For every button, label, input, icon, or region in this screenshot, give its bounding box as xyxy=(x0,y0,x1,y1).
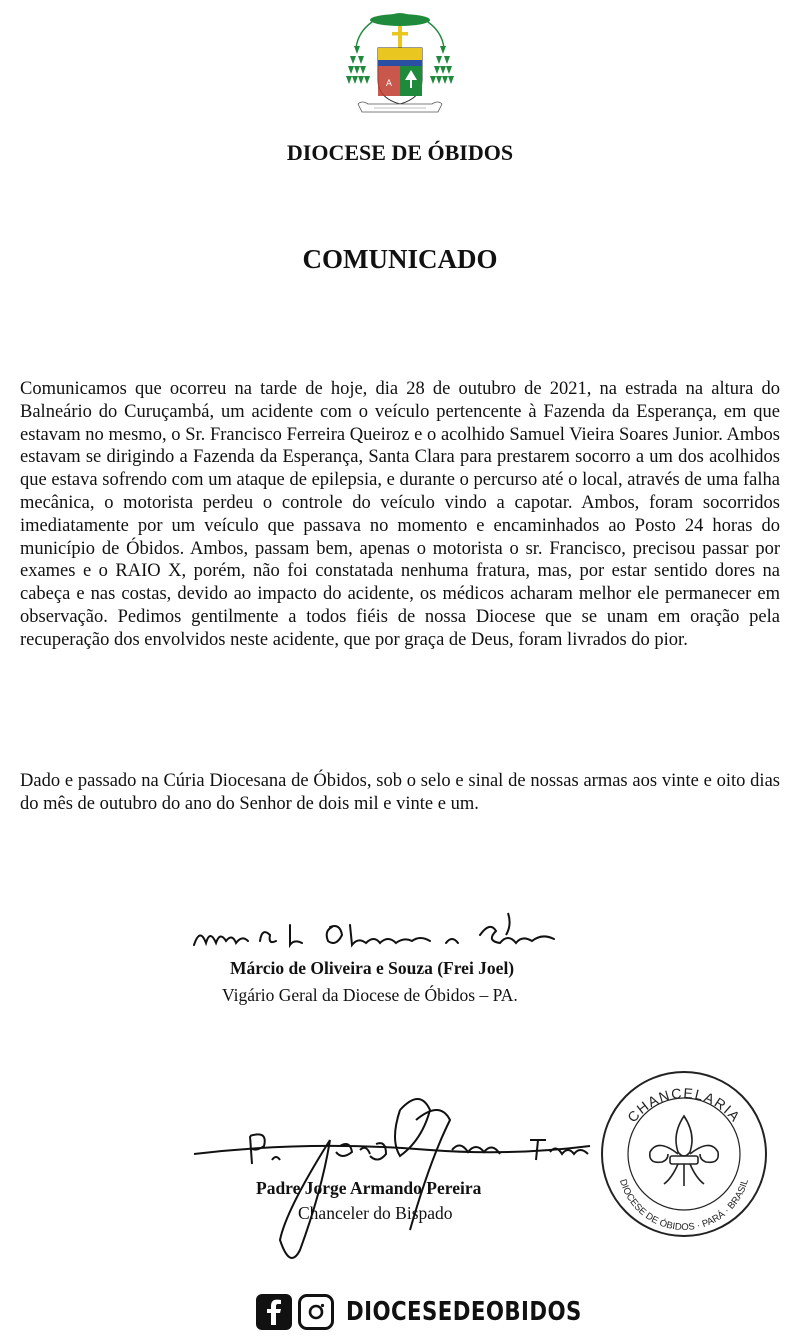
social-footer xyxy=(256,1292,634,1332)
diocese-name: DIOCESE DE ÓBIDOS xyxy=(286,140,514,165)
diocese-coat-of-arms xyxy=(340,8,460,120)
closing-paragraph: Dado e passado na Cúria Diocesana de Óbidos, sob o selo e sinal de nossas armas aos vinte e oito dias do mês de outubro do ano do Senhor de dois mil e vinte e um. xyxy=(20,771,780,814)
instagram-icon[interactable] xyxy=(298,1294,334,1330)
svg-text:CHANCELARIA: CHANCELARIA xyxy=(624,1084,744,1126)
signatory-2-name: Padre Jorge Armando Pereira xyxy=(256,1178,482,1198)
signatory-1-role: Vigário Geral da Diocese de Óbidos – PA. xyxy=(222,985,518,1005)
facebook-icon[interactable] xyxy=(256,1294,292,1330)
social-handle: DIOCESEDEOBIDOS xyxy=(346,1297,582,1327)
document-title: COMUNICADO xyxy=(302,244,498,274)
svg-text:A: A xyxy=(385,79,393,89)
signatory-1-name: Márcio de Oliveira e Souza (Frei Joel) xyxy=(230,958,515,978)
signature-vicar xyxy=(190,905,610,957)
chancery-seal xyxy=(598,1068,770,1240)
signatory-2-role: Chanceler do Bispado xyxy=(298,1203,453,1223)
svg-text:DIOCESE DE ÓBIDOS · PARÁ · BRA: DIOCESE DE ÓBIDOS · PARÁ · BRASIL xyxy=(617,1177,751,1234)
announcement-paragraph: Comunicamos que ocorreu na tarde de hoje, dia 28 de outubro de 2021, na estrada na altura do Balneário do Curuçambá, um acidente com o veículo pertencente à Fazenda da Esperança, em que estavam no mesmo, o Sr. Francisco Ferreira Queiroz e o acolhido Samuel Vieira Soares Junior. Ambos estavam se dirigindo a Fazenda da Esperança, Santa Clara para prestarem socorro a um dos acolhidos que estava sofrendo com um ataque de epilepsia, e durante o percurso até o local, através de uma falha mecânica, o motorista perdeu o controle do veículo vindo a capotar. Ambos, foram socorridos imediatamente por um veículo que passava no momento e encaminhados ao Posto 24 horas do município de Óbidos. Ambos, passam bem, apenas o motorista o sr. Francisco, precisou passar por exames e o RAIO X, porém, não foi constatada nenhuma fratura, mas, por estar sentido dores na cabeça e nas costas, devido ao impacto do acidente, os médicos acharam melhor ele permanecer em observação. Pedimos gentilmente a todos fiéis de nossa Diocese que se unam em oração pela recuperação dos envolvidos neste acidente, que por graça de Deus, foram livrados do pior. xyxy=(20,379,780,650)
